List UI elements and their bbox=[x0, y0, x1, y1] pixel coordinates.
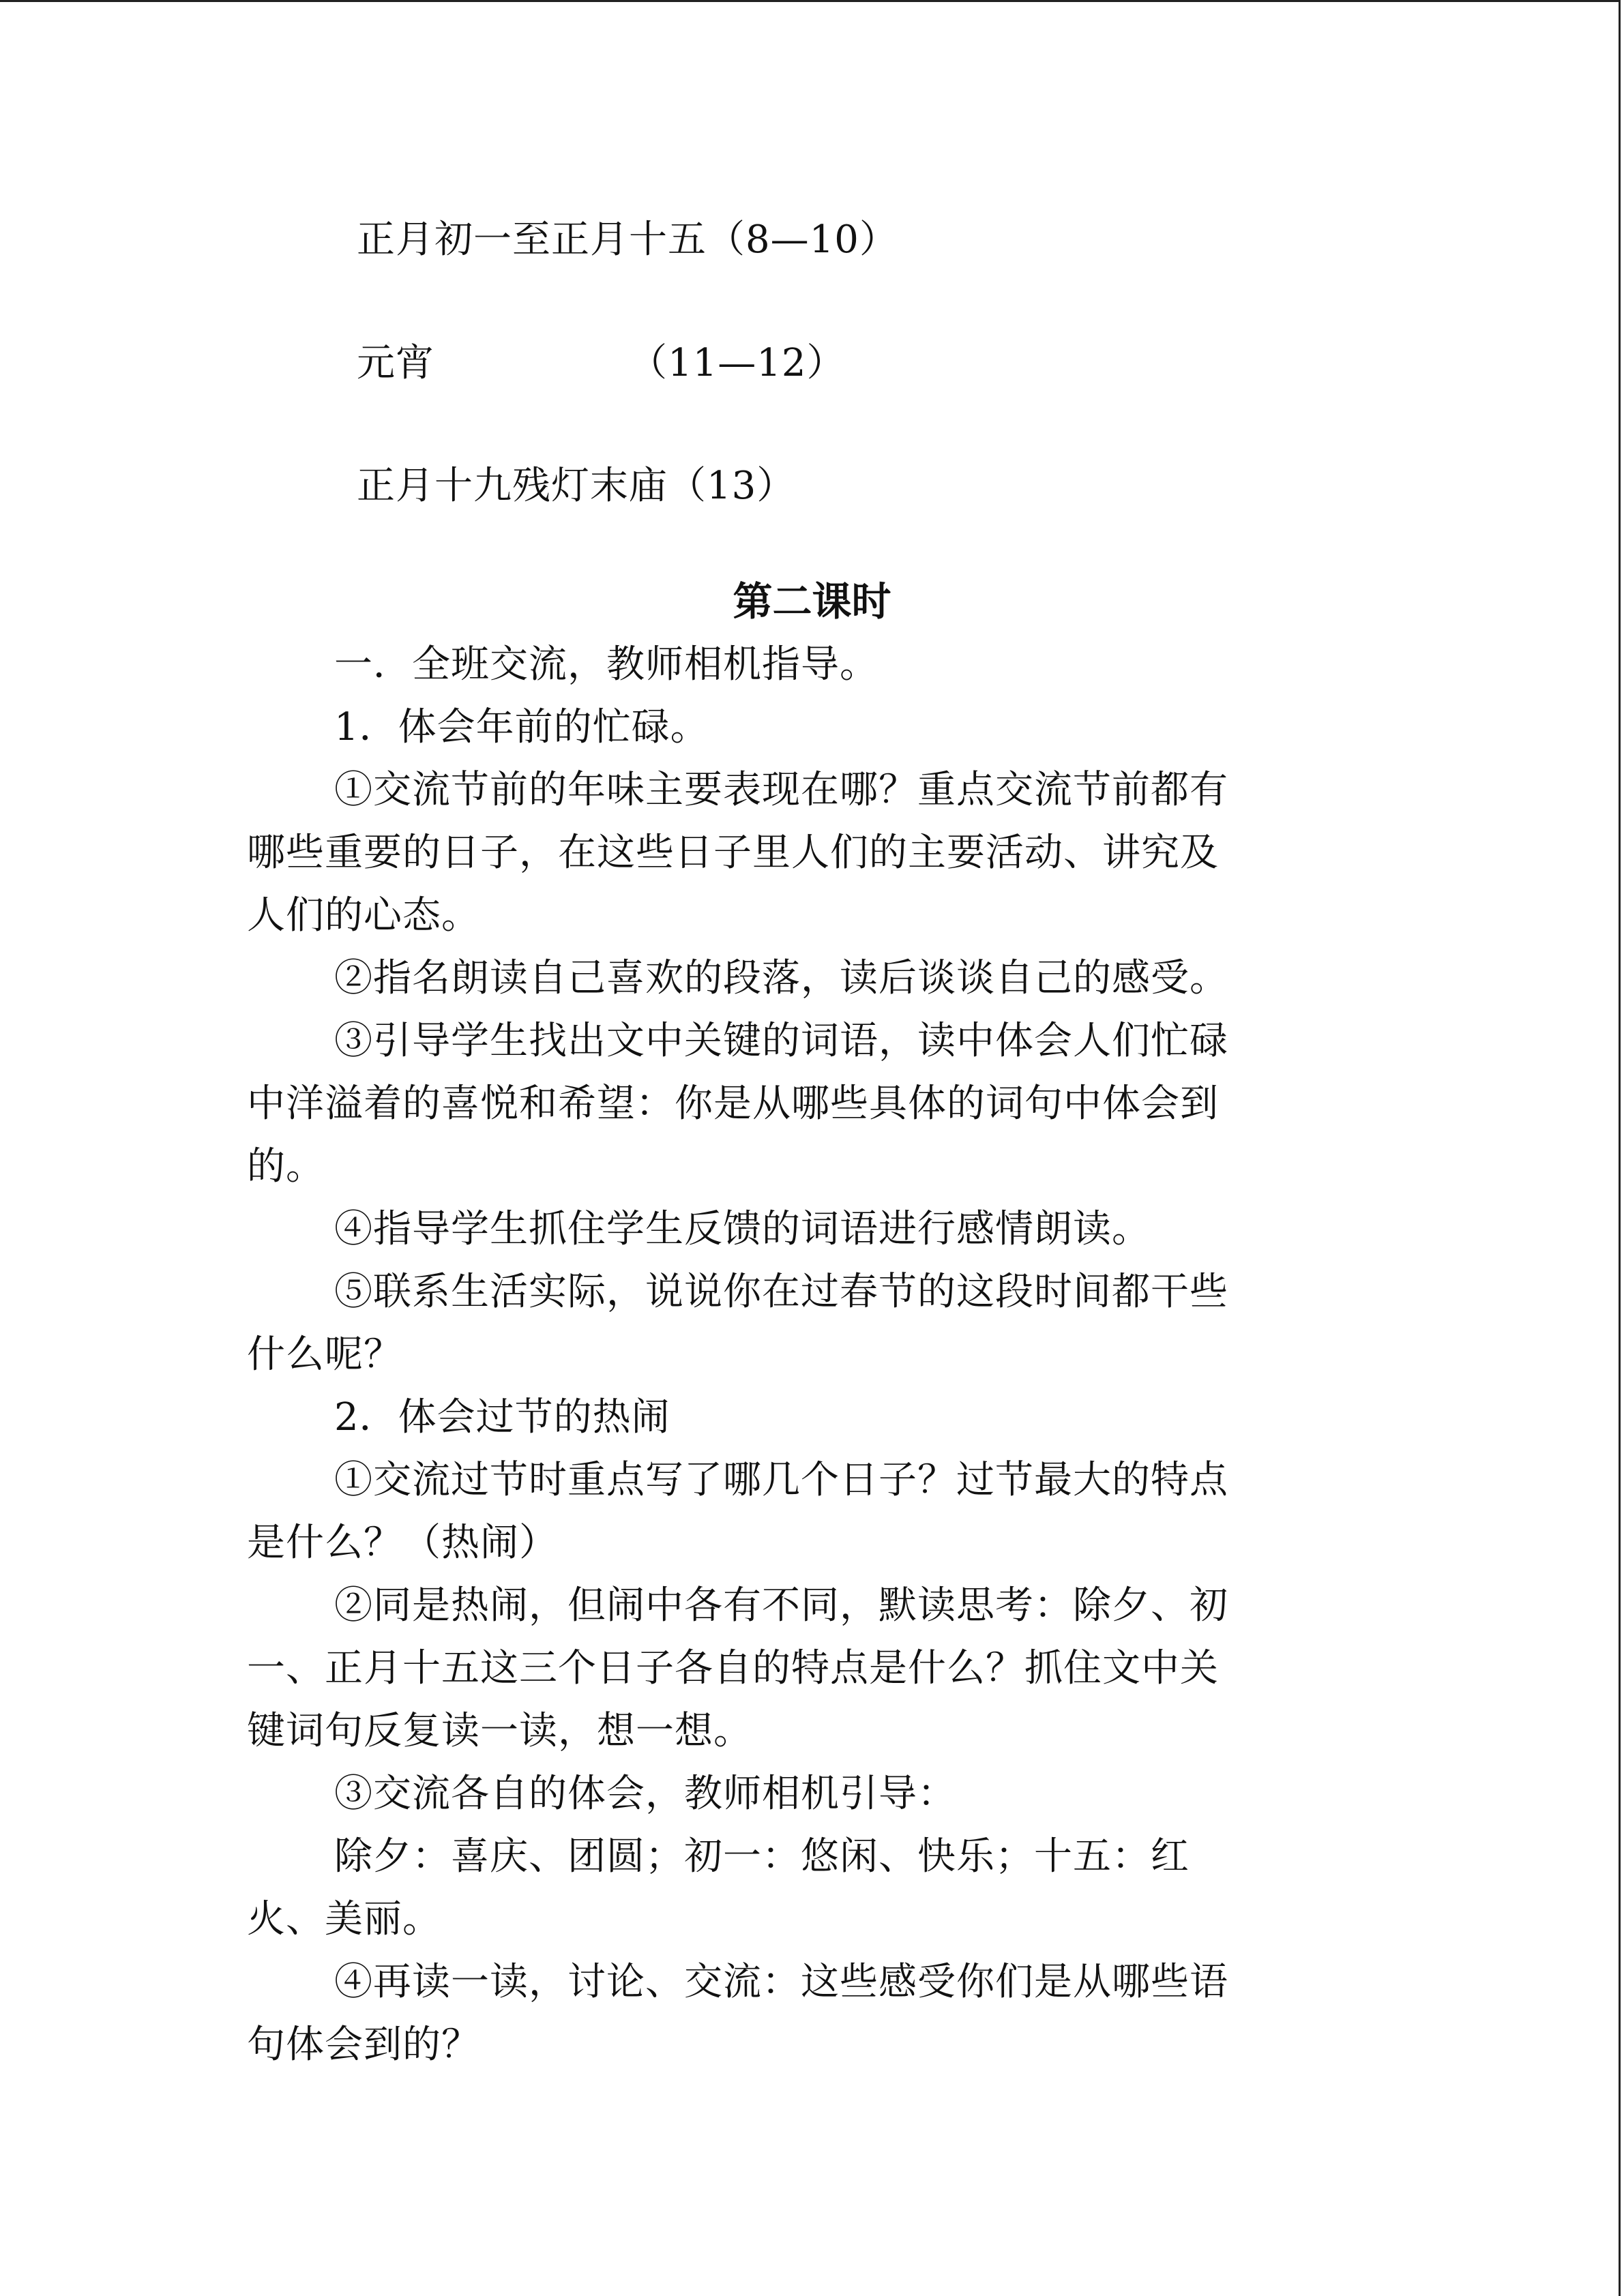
body-line: 除夕：喜庆、团圆；初一：悠闲、快乐；十五：红 bbox=[334, 1834, 1190, 1879]
outline-line-1: 正月初一至正月十五（8—10） bbox=[357, 218, 898, 262]
body-line: ②同是热闹，但闹中各有不同，默读思考：除夕、初 bbox=[334, 1583, 1228, 1628]
body-line: 一、正月十五这三个日子各自的特点是什么？抓住文中关 bbox=[247, 1646, 1219, 1690]
outline-line-2 bbox=[357, 332, 846, 395]
body-line: 火、美丽。 bbox=[247, 1897, 441, 1941]
body-line: 什么呢？ bbox=[247, 1332, 402, 1377]
body-line: 人们的心态。 bbox=[247, 893, 480, 938]
body-line: ③交流各自的体会，教师相机引导： bbox=[334, 1772, 956, 1816]
body-line: 中洋溢着的喜悦和希望：你是从哪些具体的词句中体会到 bbox=[247, 1082, 1219, 1126]
body-line: 哪些重要的日子，在这些日子里人们的主要活动、讲究及 bbox=[247, 831, 1219, 875]
body-line: 1．体会年前的忙碌。 bbox=[334, 705, 709, 749]
body-line: 的。 bbox=[247, 1144, 325, 1189]
body-line: ①交流过节时重点写了哪几个日子？过节最大的特点 bbox=[334, 1458, 1228, 1502]
body-line: ①交流节前的年味主要表现在哪？重点交流节前都有 bbox=[334, 768, 1228, 812]
body-line: ②指名朗读自己喜欢的段落，读后谈谈自己的感受。 bbox=[334, 956, 1228, 1000]
body-line: ⑤联系生活实际，说说你在过春节的这段时间都干些 bbox=[334, 1270, 1228, 1314]
body-line: 句体会到的？ bbox=[247, 2023, 480, 2067]
body-line: 是什么？（热闹） bbox=[247, 1521, 558, 1565]
outline-line-2-range: （11—12） bbox=[629, 341, 846, 385]
body-line: 2．体会过节的热闹 bbox=[334, 1395, 670, 1440]
outline-line-3: 正月十九残灯末庙（13） bbox=[357, 464, 796, 508]
body-line: ③引导学生找出文中关键的词语，读中体会人们忙碌 bbox=[334, 1019, 1228, 1063]
section-title: 第二课时 bbox=[733, 578, 891, 625]
body-line: ④再读一读，讨论、交流：这些感受你们是从哪些语 bbox=[334, 1960, 1228, 2004]
body-line: 一．全班交流，教师相机指导。 bbox=[334, 642, 879, 687]
outline-line-2-label: 元宵 bbox=[357, 341, 434, 385]
body-line: 键词句反复读一读，想一想。 bbox=[247, 1709, 752, 1753]
body-line: ④指导学生抓住学生反馈的词语进行感情朗读。 bbox=[334, 1207, 1151, 1251]
